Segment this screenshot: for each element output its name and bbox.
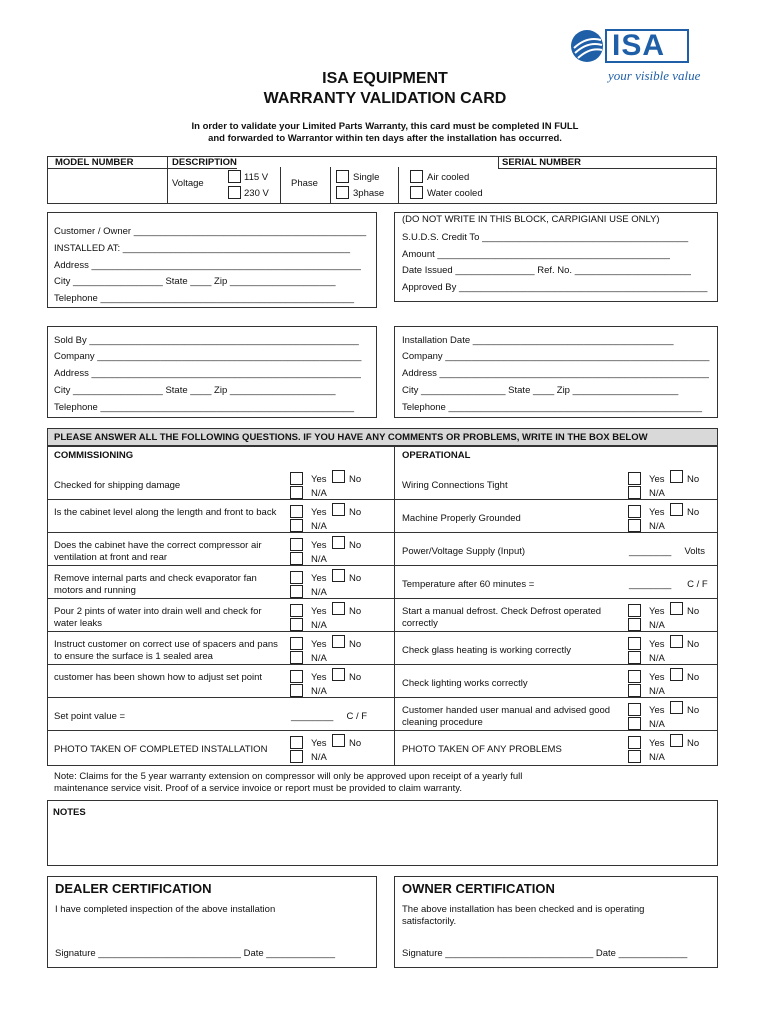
yes-label: Yes (311, 672, 327, 683)
right-q2-no-checkbox[interactable] (670, 503, 683, 516)
dealer-signature-field[interactable]: Signature ___________________________ Date _____________ (55, 948, 335, 959)
na-label: N/A (311, 488, 327, 499)
left-q5-na-checkbox[interactable] (290, 618, 303, 631)
right-q7-yes-checkbox[interactable] (628, 670, 641, 683)
label-230v: 230 V (244, 188, 269, 199)
row-divider (394, 730, 718, 731)
commissioning-heading: COMMISSIONING (54, 450, 134, 461)
checkbox-3phase[interactable] (336, 186, 349, 199)
right-q1-no-checkbox[interactable] (670, 470, 683, 483)
left-q4-no-checkbox[interactable] (332, 569, 345, 582)
label-single: Single (353, 172, 380, 183)
notes-label: NOTES (53, 807, 86, 818)
row-divider (47, 730, 394, 731)
installation-date-field[interactable]: Installation Date ______________________________________ (402, 335, 674, 346)
na-label: N/A (311, 752, 327, 763)
brand-text: ISA (612, 29, 666, 62)
left-q3-na-checkbox[interactable] (290, 552, 303, 565)
serial-number-label: SERIAL NUMBER (502, 157, 581, 168)
intro-line1: In order to validate your Limited Parts Warranty, this card must be completed IN FULL (191, 121, 579, 132)
left-q6-na-checkbox[interactable] (290, 651, 303, 664)
left-q9-yes-checkbox[interactable] (290, 736, 303, 749)
na-label: N/A (311, 554, 327, 565)
dealer-company-field[interactable]: Company __________________________________________________ (54, 351, 362, 362)
isa-logo (570, 28, 720, 88)
left-q1-na-checkbox[interactable] (290, 486, 303, 499)
left-q8-value-field[interactable]: ________ C / F (291, 711, 368, 722)
left-question-9: PHOTO TAKEN OF COMPLETED INSTALLATION (54, 744, 268, 755)
dealer-city-field[interactable]: City _________________ State ____ Zip ____________________ (54, 385, 336, 396)
questions-banner-text: PLEASE ANSWER ALL THE FOLLOWING QUESTIONS. IF YOU HAVE ANY COMMENTS OR PROBLEMS, WRITE IN THE BOX BELOW (54, 432, 648, 443)
left-q2-yes-checkbox[interactable] (290, 505, 303, 518)
left-q6-no-checkbox[interactable] (332, 635, 345, 648)
no-label: No (349, 540, 362, 551)
yes-label: Yes (311, 738, 327, 749)
left-q4-yes-checkbox[interactable] (290, 571, 303, 584)
na-label: N/A (311, 521, 327, 532)
left-question-5: Pour 2 pints of water into drain well and check for water leaks (54, 606, 262, 629)
row-divider (394, 532, 718, 533)
right-q9-no-checkbox[interactable] (670, 734, 683, 747)
left-q7-no-checkbox[interactable] (332, 668, 345, 681)
customer-city-field[interactable]: City _________________ State ____ Zip ____________________ (54, 276, 336, 287)
right-q9-yes-checkbox[interactable] (628, 736, 641, 749)
left-q2-no-checkbox[interactable] (332, 503, 345, 516)
right-q8-no-checkbox[interactable] (670, 701, 683, 714)
voltage-label: Voltage (172, 178, 204, 189)
notes-box[interactable] (47, 800, 718, 866)
right-question-7: Check lighting works correctly (402, 678, 528, 689)
no-label: No (349, 573, 362, 584)
right-q7-no-checkbox[interactable] (670, 668, 683, 681)
customer-telephone-field[interactable]: Telephone ________________________________________________ (54, 293, 355, 304)
label-air-cooled: Air cooled (427, 172, 470, 183)
no-label: No (687, 672, 700, 683)
right-q2-na-checkbox[interactable] (628, 519, 641, 532)
model-number-label: MODEL NUMBER (55, 157, 134, 168)
right-q5-na-checkbox[interactable] (628, 618, 641, 631)
dealer-telephone-field[interactable]: Telephone ________________________________________________ (54, 402, 355, 413)
right-question-2: Machine Properly Grounded (402, 513, 521, 524)
yes-label: Yes (649, 738, 665, 749)
right-question-8: Customer handed user manual and advised good cleaning procedure (402, 705, 611, 728)
left-q5-no-checkbox[interactable] (332, 602, 345, 615)
no-label: No (349, 738, 362, 749)
right-q8-na-checkbox[interactable] (628, 717, 641, 730)
customer-address-field[interactable]: Address ___________________________________________________ (54, 260, 361, 271)
right-q6-na-checkbox[interactable] (628, 651, 641, 664)
checkbox-single[interactable] (336, 170, 349, 183)
yes-label: Yes (311, 573, 327, 584)
intro-line2: and forwarded to Warrantor within ten days after the installation has occurred. (208, 133, 562, 144)
left-question-2: Is the cabinet level along the length and front to back (54, 507, 277, 518)
checkbox-115v[interactable] (228, 170, 241, 183)
right-q1-na-checkbox[interactable] (628, 486, 641, 499)
right-question-5: Start a manual defrost. Check Defrost operated correctly (402, 606, 602, 629)
left-q2-na-checkbox[interactable] (290, 519, 303, 532)
installed-at-field[interactable]: INSTALLED AT: ___________________________________________ (54, 243, 350, 254)
row-divider (394, 565, 718, 566)
left-question-8: Set point value = (54, 711, 126, 722)
install-city-field[interactable]: City ________________ State ____ Zip ____________________ (402, 385, 679, 396)
checkbox-water-cooled[interactable] (410, 186, 423, 199)
right-q6-yes-checkbox[interactable] (628, 637, 641, 650)
phase-label: Phase (291, 178, 318, 189)
row-divider (47, 598, 394, 599)
no-label: No (687, 738, 700, 749)
no-label: No (687, 705, 700, 716)
date-issued-field[interactable]: Date Issued _______________ Ref. No. ______________________ (402, 265, 691, 276)
warranty-note-line2: maintenance service visit. Proof of a service invoice or report must be provided to claim warranty. (54, 783, 462, 794)
row-divider (47, 565, 394, 566)
yes-label: Yes (311, 474, 327, 485)
row-divider (47, 697, 394, 698)
office-notice: (DO NOT WRITE IN THIS BLOCK, CARPIGIANI USE ONLY) (402, 214, 660, 225)
right-q3-value-field[interactable]: ________ Volts (629, 546, 706, 557)
owner-certification-title: OWNER CERTIFICATION (402, 881, 555, 896)
left-q3-yes-checkbox[interactable] (290, 538, 303, 551)
left-q6-yes-checkbox[interactable] (290, 637, 303, 650)
left-question-7: customer has been shown how to adjust set point (54, 672, 263, 683)
install-telephone-field[interactable]: Telephone ________________________________________________ (402, 402, 703, 413)
yes-label: Yes (649, 672, 665, 683)
left-q1-yes-checkbox[interactable] (290, 472, 303, 485)
yes-label: Yes (649, 606, 665, 617)
right-q4-value-field[interactable]: ________ C / F (629, 579, 708, 590)
page-title-line1: ISA EQUIPMENT (322, 70, 448, 87)
amount-field[interactable]: Amount ____________________________________________ (402, 249, 670, 260)
dealer-certification-title: DEALER CERTIFICATION (55, 881, 212, 896)
right-question-9: PHOTO TAKEN OF ANY PROBLEMS (402, 744, 562, 755)
no-label: No (687, 507, 700, 518)
na-label: N/A (311, 620, 327, 631)
install-company-field[interactable]: Company __________________________________________________ (402, 351, 710, 362)
left-question-4: Remove internal parts and check evaporator fan motors and running (54, 573, 257, 596)
left-q9-na-checkbox[interactable] (290, 750, 303, 763)
install-address-field[interactable]: Address ___________________________________________________ (402, 368, 709, 379)
right-q5-no-checkbox[interactable] (670, 602, 683, 615)
right-question-6: Check glass heating is working correctly (402, 645, 571, 656)
right-q8-yes-checkbox[interactable] (628, 703, 641, 716)
row-divider (394, 499, 718, 500)
yes-label: Yes (311, 639, 327, 650)
left-question-1: Checked for shipping damage (54, 480, 181, 491)
tagline: your visible value (608, 68, 701, 83)
operational-heading: OPERATIONAL (402, 450, 471, 461)
na-label: N/A (649, 719, 665, 730)
no-label: No (349, 507, 362, 518)
right-q5-yes-checkbox[interactable] (628, 604, 641, 617)
suds-credit-field[interactable]: S.U.D.S. Credit To _______________________________________ (402, 232, 689, 243)
left-q9-no-checkbox[interactable] (332, 734, 345, 747)
na-label: N/A (311, 686, 327, 697)
na-label: N/A (649, 488, 665, 499)
yes-label: Yes (649, 474, 665, 485)
row-divider (394, 664, 718, 665)
na-label: N/A (649, 620, 665, 631)
no-label: No (687, 474, 700, 485)
right-q9-na-checkbox[interactable] (628, 750, 641, 763)
right-question-3: Power/Voltage Supply (Input) (402, 546, 526, 557)
owner-certification-text: The above installation has been checked and is operating satisfactorily. (402, 904, 645, 927)
right-q1-yes-checkbox[interactable] (628, 472, 641, 485)
row-divider (394, 598, 718, 599)
left-q7-na-checkbox[interactable] (290, 684, 303, 697)
left-q1-no-checkbox[interactable] (332, 470, 345, 483)
yes-label: Yes (311, 606, 327, 617)
right-q6-no-checkbox[interactable] (670, 635, 683, 648)
na-label: N/A (649, 521, 665, 532)
no-label: No (349, 474, 362, 485)
left-q3-no-checkbox[interactable] (332, 536, 345, 549)
na-label: N/A (311, 653, 327, 664)
na-label: N/A (311, 587, 327, 598)
row-divider (394, 697, 718, 698)
approved-by-field[interactable]: Approved By _______________________________________________ (402, 282, 708, 293)
row-divider (47, 664, 394, 665)
row-divider (47, 631, 394, 632)
na-label: N/A (649, 752, 665, 763)
label-water-cooled: Water cooled (427, 188, 483, 199)
label-3phase: 3phase (353, 188, 385, 199)
no-label: No (349, 606, 362, 617)
no-label: No (349, 672, 362, 683)
page-title-line2: WARRANTY VALIDATION CARD (263, 90, 507, 107)
left-q4-na-checkbox[interactable] (290, 585, 303, 598)
yes-label: Yes (649, 639, 665, 650)
label-115v: 115 V (244, 172, 269, 183)
yes-label: Yes (311, 507, 327, 518)
na-label: N/A (649, 653, 665, 664)
right-q7-na-checkbox[interactable] (628, 684, 641, 697)
right-q2-yes-checkbox[interactable] (628, 505, 641, 518)
na-label: N/A (649, 686, 665, 697)
left-q7-yes-checkbox[interactable] (290, 670, 303, 683)
checkbox-air-cooled[interactable] (410, 170, 423, 183)
row-divider (394, 631, 718, 632)
left-question-6: Instruct customer on correct use of spacers and pans to ensure the surface is 1 sealed area (54, 639, 278, 662)
dealer-certification-text: I have completed inspection of the above installation (55, 904, 276, 915)
right-question-4: Temperature after 60 minutes = (402, 579, 535, 590)
row-divider (47, 532, 394, 533)
no-label: No (349, 639, 362, 650)
no-label: No (687, 639, 700, 650)
checkbox-230v[interactable] (228, 186, 241, 199)
warranty-note-line1: Note: Claims for the 5 year warranty extension on compressor will only be approved upon receipt of a yearly full (54, 771, 523, 782)
customer-owner-field[interactable]: Customer / Owner ____________________________________________ (54, 226, 367, 237)
left-question-3: Does the cabinet have the correct compressor air ventilation at front and rear (54, 540, 262, 563)
owner-signature-field[interactable]: Signature ____________________________ Date _____________ (402, 948, 688, 959)
no-label: No (687, 606, 700, 617)
sold-by-field[interactable]: Sold By ___________________________________________________ (54, 335, 359, 346)
right-question-1: Wiring Connections Tight (402, 480, 508, 491)
dealer-address-field[interactable]: Address ___________________________________________________ (54, 368, 361, 379)
yes-label: Yes (649, 705, 665, 716)
yes-label: Yes (311, 540, 327, 551)
description-label: DESCRIPTION (172, 157, 237, 168)
row-divider (47, 499, 394, 500)
left-q5-yes-checkbox[interactable] (290, 604, 303, 617)
yes-label: Yes (649, 507, 665, 518)
